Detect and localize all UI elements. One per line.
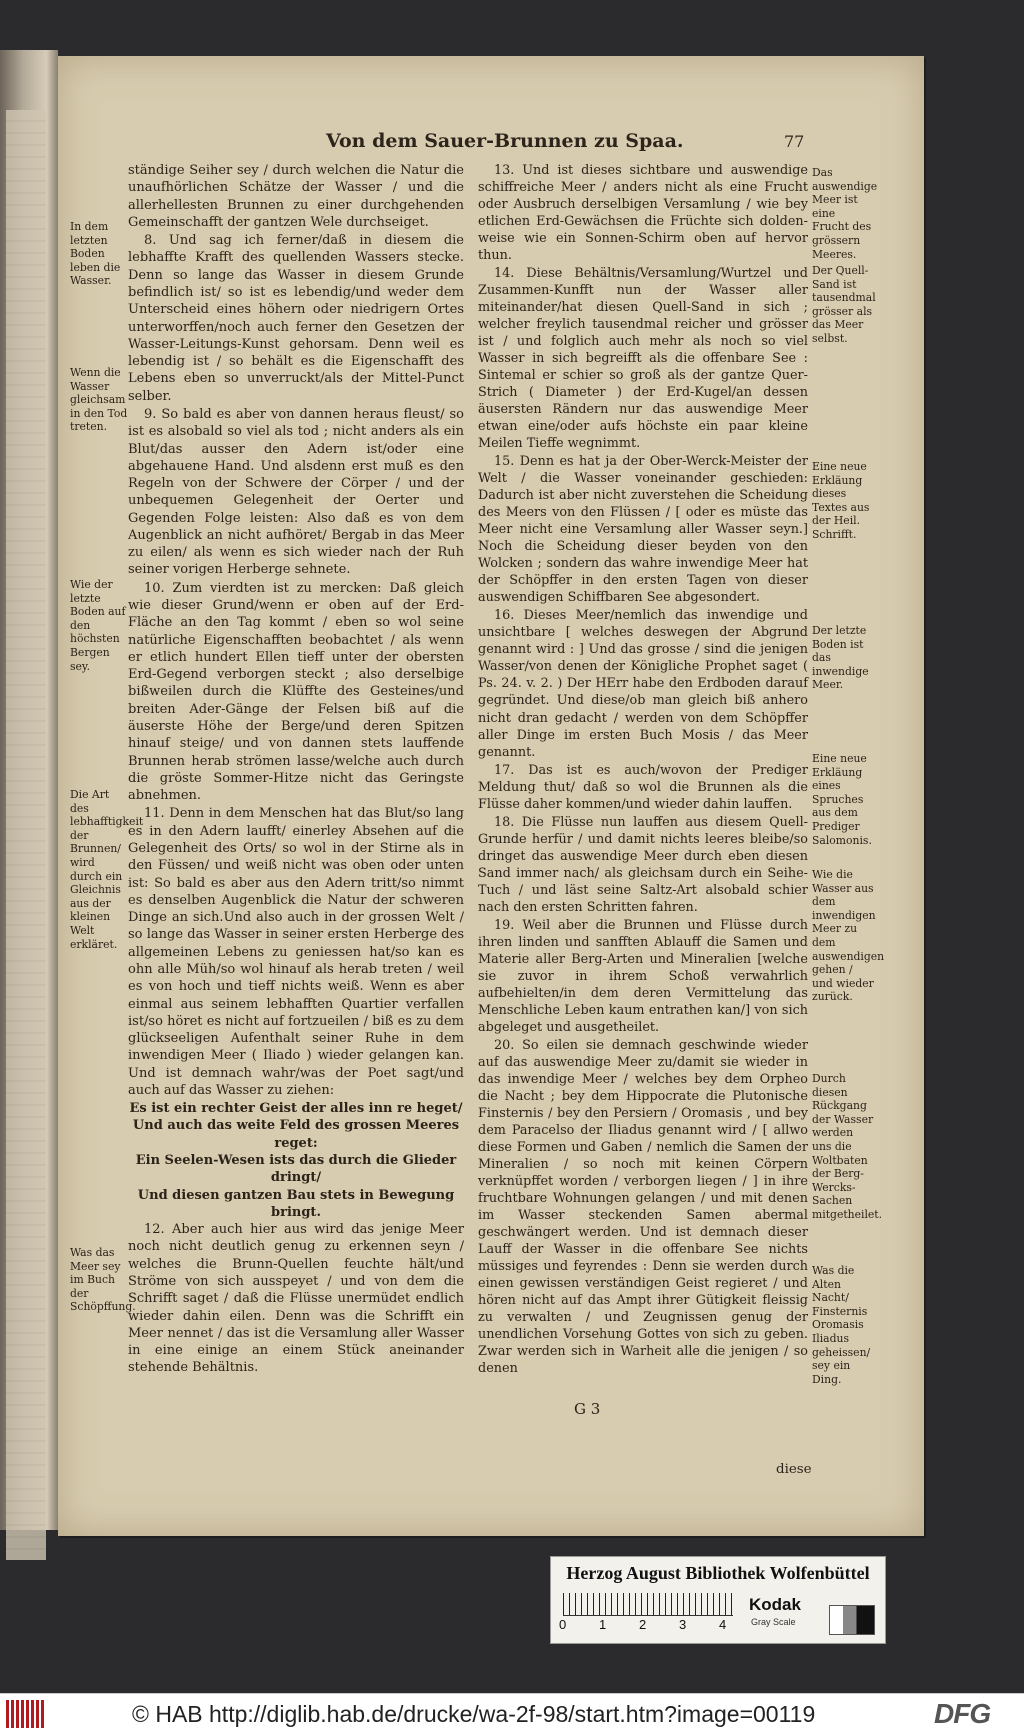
measurement-scale-bar (563, 1593, 733, 1616)
right-margin-note: Wie die Wasser aus dem inwendigen Meer zu dem auswendigen gehen / und wieder zurück. (812, 868, 885, 1004)
left-margin-note: Die Art des lebhafftigkeit der Brunnen/ wird durch ein Gleichnis aus der kleinen Welt erkläret. (70, 788, 144, 951)
left-text-column (128, 162, 464, 1378)
right-margin-note: Das auswendige Meer ist eine Frucht des grössern Meeres. (812, 166, 878, 261)
gray-scale-caption: Gray Scale (751, 1617, 796, 1627)
viewer-footer (0, 1693, 1024, 1734)
running-head: Von dem Sauer-Brunnen zu Spaa. (326, 130, 684, 152)
paragraph: ständige Seiher sey / durch welchen die Natur die unaufhörlichen Schätze der Wasser / und die allerhellesten Brunnen zu einer durchgehenden Gemeinschafft der gantzen Wele durchseiget. (128, 163, 464, 230)
book-page (58, 56, 924, 1536)
paragraph: 16. Dieses Meer/nemlich das inwendige und unsichtbare [ welches deswegen der Abgrund genannt wird : ] Und das grosse / sind die jenigen Wasser/von denen der Königliche Prophet saget ( Ps. 24. v. 2. ) Der HErr habe den Erdboden darauf gegründet. Und diese/ob man gleich biß anhero nicht dran gedacht / werden von dem Schöpffer aller Dinge im ersten Buch Mosis / das Meer genannt. (478, 608, 808, 760)
dfg-logo: DFG (934, 1698, 991, 1729)
paragraph: 19. Weil aber die Brunnen und Flüsse durch ihren linden und sanfften Ablauff die Samen und Materie aller Berg-Arten und Mineralien [welche sie zuvor in ihrem Schoß verwahrlich aufbehielten/in dem deren Vermittelung das Menschliche Leben kaum entrathen kan/] von sich abgeleget und ausgetheilet. (478, 917, 808, 1035)
paragraph: 20. So eilen sie demnach geschwinde wieder auf das auswendige Meer zu/damit sie wieder in das inwendige Meer / welches bey dem Orpheo die Nacht ; bey dem Hippocrate die Plutonische Finsternis / bey den Persiern / Oromasis , und bey dem Paracelso der Iliadus genannt wird / [ allwo diese Formen und Gaben / nemlich die Samen der Mineralien / so noch mit keinen Cörpern verknüpffet worden / verborgen liegen / ] in ihre fruchtbare Wohnungen gelangen / und mit denen im Wasser steckenden Samen abermal geschwängert werden. Und ist demnach dieser Lauff der Wasser in die offenbare See nichts müssiges und feyrendes : Denn sie werden durch einen gewissen verständigen Geist regieret / und hören nicht auf das Ampt ihrer Gütigkeit fleissig zu verwalten / und Zeugnissen genug der unendlichen Vorsehung Gottes von sich zu geben. Zwar werden sich in Warheit alle die jenigen / so denen (478, 1037, 808, 1377)
left-margin-note: In dem letzten Boden leben die Wasser. (70, 220, 121, 288)
catchword: diese (776, 1462, 812, 1477)
left-margin-note: Wenn die Wasser gleichsam in den Tod treten. (70, 366, 128, 434)
scale-number: 2 (639, 1617, 647, 1632)
paragraph: 18. Die Flüsse nun lauffen aus diesem Quell-Grunde herfür / und damit nichts leeres bleibe/so dringet das auswendige Meer durch eben diesen Sand immer nach/ als gleichsam durch ein Seihe-Tuch / und läst seine Saltz-Art alsobald schier nach den ersten Schritten fahren. (478, 814, 808, 915)
scale-number: 4 (719, 1617, 727, 1632)
kodak-logo: Kodak (749, 1595, 801, 1614)
page-number: 77 (784, 132, 805, 151)
paragraph: 13. Und ist dieses sichtbare und auswendige schiffreiche Meer / anders nicht als eine Frucht oder Ausbruch derselbigen Versamlung / wie bey etlichen Erd-Gewächsen die Früchte sich dolden-weise wie ein Sonnen-Schirm oben auf hervor thun. (478, 163, 808, 264)
previous-page-edge (0, 50, 58, 1530)
left-margin-note: Was das Meer sey im Buch der Schöpffung. (70, 1246, 136, 1314)
scale-number: 3 (679, 1617, 687, 1632)
gray-scale-patch (829, 1605, 875, 1635)
source-url-link[interactable]: © HAB http://diglib.hab.de/drucke/wa-2f-98/start.htm?image=00119 (132, 1701, 816, 1727)
paragraph: 17. Das ist es auch/wovon der Prediger Meldung thut/ daß so wol die Brunnen als die Flüsse daher kommen/und wieder dahin lauffen. (478, 762, 808, 812)
right-margin-note: Eine neue Erkläung eines Spruches aus dem Prediger Salomonis. (812, 752, 872, 847)
left-margin-note: Wie der letzte Boden auf den höchsten Bergen sey. (70, 578, 126, 673)
scale-number: 0 (559, 1617, 567, 1632)
right-margin-note: Eine neue Erkläung dieses Textes aus der Heil. Schrifft. (812, 460, 870, 541)
paragraph: 12. Aber auch hier aus wird das jenige Meer noch nicht deutlich genug zu erkennen seyn / welches die Brunn-Quellen feuchte hält/und Ströme von sich ausspeyet / und von dem die Schrifft saget / daß die Flüsse unermüdet endlich wieder dahin eilen. Denn was die Schrifft ein Meer nennet / das ist die Versamlung aller Wasser in eine einige an einem Stück aneinander stehende Behältnis. (128, 1222, 464, 1376)
hab-logo-icon (6, 1700, 44, 1728)
verse-line: Es ist ein rechter Geist der alles inn re heget/ (129, 1101, 463, 1117)
right-margin-note: Was die Alten Nacht/ Finsternis Oromasis Iliadus geheissen/ sey ein Ding. (812, 1264, 871, 1386)
paragraph: 8. Und sag ich ferner/daß in diesem die lebhaffte Krafft des quellenden Wassers stecke. Denn so lange das Wasser in diesem Grunde befindlich ist/ so ist es lebendig/und weder dem Unterscheid eines höhern oder niedrigern Ortes unterworffen/noch auch ferner den Gesetzen der Wasser-Leitungs-Kunst gehorsam. Denn weil es lebendig ist / so behält es die Eigenschafft des Lebens eben so unverruckt/als der Mittel-Punct selber. (128, 233, 464, 404)
paragraph: 14. Diese Behältnis/Versamlung/Wurtzel und Zusammen-Kunfft nun der Wasser aller miteinander/hat diesen Quell-Sand in sich ; welcher freylich tausendmal reicher und grösser ist / und folglich auch mehr als noch so viel Wasser in sich begreifft als die offenbare See : Sintemal er schier so groß als der gantze Quer-Strich ( Diameter ) der Erd-Kugel/an dessen äusersten Rändern nur das auswendige Meer etwan eine/oder aufs höchste ein paar kleine Meilen Tieffe wegnimmt. (478, 266, 808, 452)
signature-mark: G 3 (574, 1400, 601, 1418)
library-name: Herzog August Bibliothek Wolfenbüttel (566, 1563, 870, 1583)
paragraph: 10. Zum vierdten ist zu mercken: Daß gleich wie dieser Grund/wenn er oben auf der Erd-Fläche an den Tag kommt / eben so wol seine natürliche Eigenschafften beobachtet / als wenn er etlich hundert Ellen tieff unter der obersten Erd-Gegend verborgen steckt ; also derselbige bißweilen durch die Klüffte des Gesteines/und breiten Ader-Gänge der Felsen biß auf die äuserste Höhe der Berge/und deren Spitzen hinauf steige/ und von dannen stets lauffende Brunnen herab strömen lasse/welche auch durch die gröste Sommer-Hitze nicht das Geringste abnehmen. (128, 580, 464, 804)
paragraph: 9. So bald es aber von dannen heraus fleust/ so ist es alsobald so viel als tod ; nicht anders als ein Blut/das ausser den Adern ist/oder eine abgehauene Hand. Und alsdenn erst muß es den Regeln von der Schwere der Cörper / und der unbequemen Gelegenheit der Oerter und Gegenden Folge leisten: Also daß es von dem Augenblick an nicht aufhöret/ Bergab in das Meer zu eilen/ als wenn es sich wieder nach der Ruh seiner vorigen Herberge sehnete. (128, 406, 464, 578)
previous-page-text-strip (6, 110, 46, 1560)
verse-line: Und diesen gantzen Bau stets in Bewegung bringt. (137, 1187, 455, 1220)
library-color-target-label (550, 1556, 886, 1644)
paragraph: 11. Denn in dem Menschen hat das Blut/so lang es in den Adern laufft/ einerley Absehen auf die Gelegenheit des Orts/ so wol in der Stirne als in den Füssen/ und weiß nicht was oben oder unten ist: So bald es aber aus den Adern tritt/so nimmt es denselben Augenblick die Natur der schweren Dinge an sich.Und also auch in der grossen Welt / so lange das Wasser in seiner ersten Herberge des allgemeinen Lebens zu geniessen hat/so kan es ohn alle Müh/so wol hinauf als herab treten / weil es von hoch und tieff nichts weiß. Wenn es aber einmal aus seinem lebhafften Quartier verfallen ist/so höret es nicht auf fortzueilen / biß es zu dem glückseeligen Aufenthalt seiner Ruhe in dem inwendigen Meer ( Iliado ) wieder gelangen kan. Und ist demnach wahr/was der Poet sagt/und auch auf das Wasser zu ziehen: (128, 806, 464, 1098)
verse-line: Und auch das weite Feld des grossen Meeres reget: (132, 1118, 460, 1151)
scale-number: 1 (599, 1617, 607, 1632)
right-margin-note: Durch diesen Rückgang der Wasser werden uns die Woltbaten der Berg-Wercks-Sachen mitgetheilet. (812, 1072, 883, 1221)
right-margin-note: Der Quell-Sand ist tausendmal grösser als das Meer selbst. (812, 264, 876, 345)
verse-line: Ein Seelen-Wesen ists das durch die Glieder dringt/ (135, 1153, 457, 1186)
right-margin-note: Der letzte Boden ist das inwendige Meer. (812, 624, 869, 692)
paragraph: 15. Denn es hat ja der Ober-Werck-Meister der Welt / die Wasser voneinander geschieden: Dadurch ist aber nicht zuverstehen die Scheidung des Meers von den Flüssen / [ oder es müste das Meer nicht eine Versamlung aller Wasser seyn.] Noch die Scheidung dieser beyden von den Wolcken ; sondern das wahre inwendige Meer hat der Schöpffer in den ersten Tagen von dieser auswendigen Schiffbaren See abgesondert. (478, 454, 808, 606)
right-text-column (478, 162, 808, 1378)
